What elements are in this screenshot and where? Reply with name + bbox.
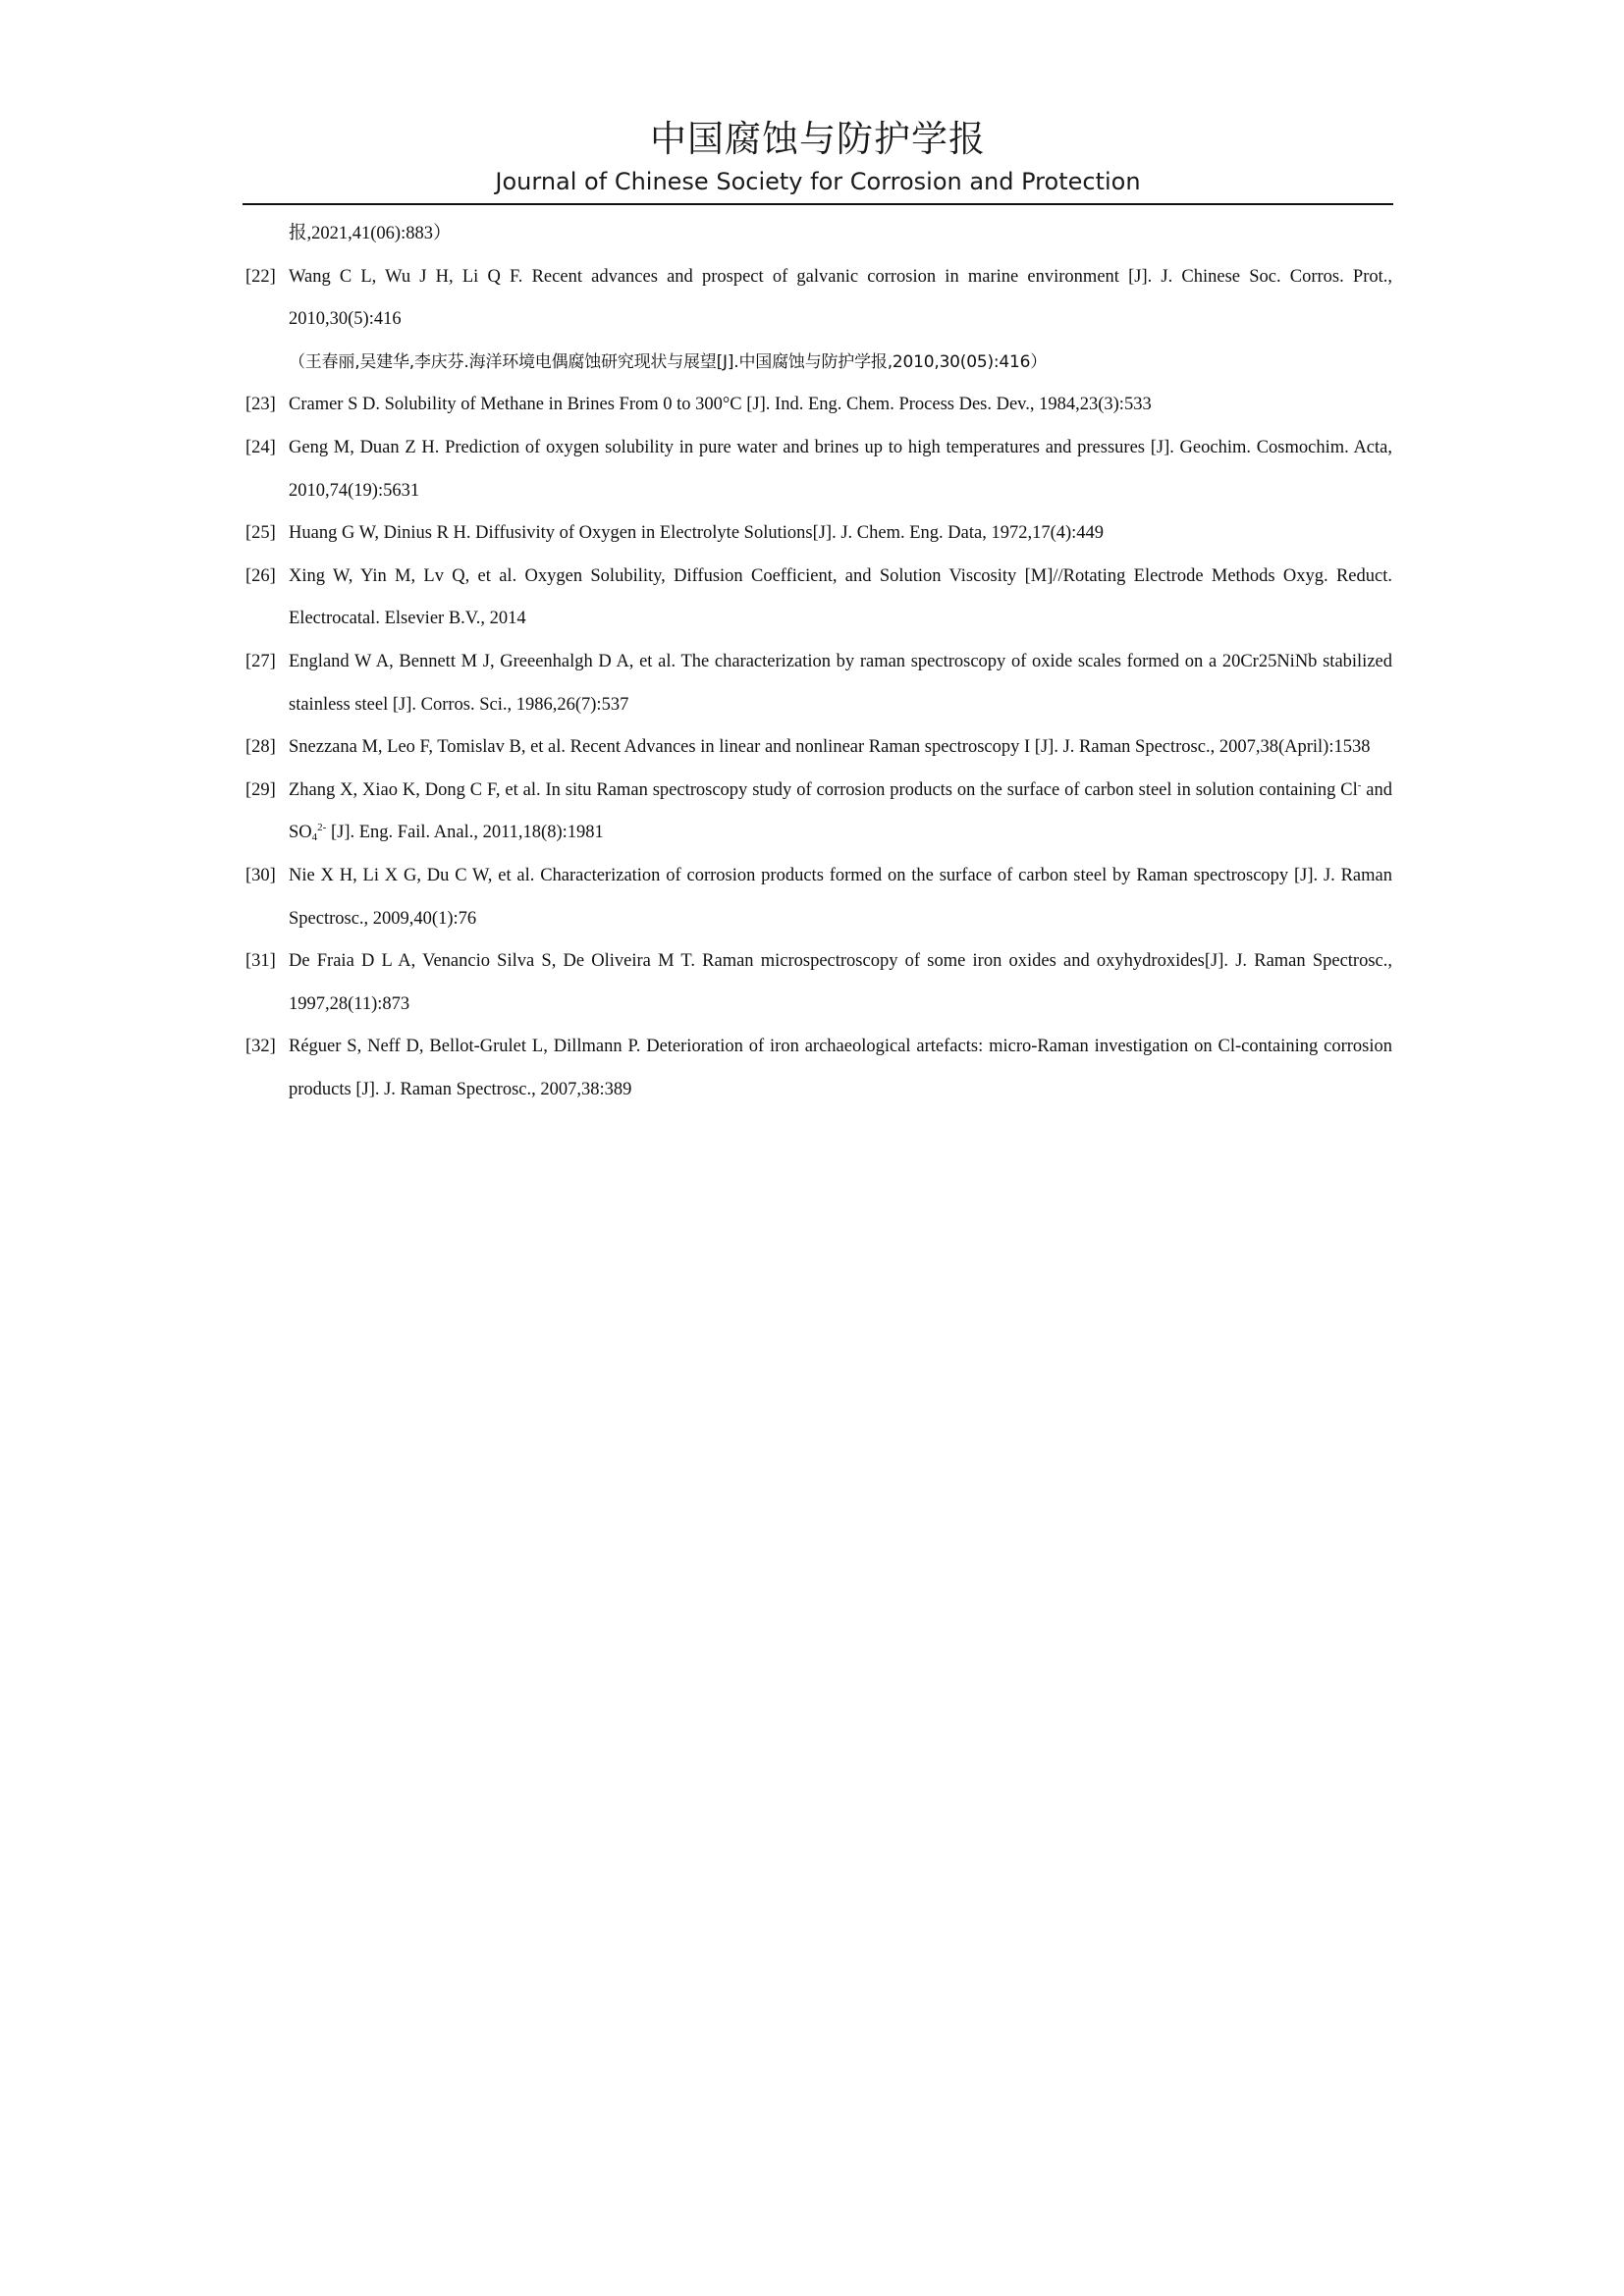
reference-text-part-b: and SO bbox=[289, 779, 1393, 843]
sulfate-subscript: 4 bbox=[311, 831, 318, 844]
reference-number: [30] bbox=[245, 865, 276, 885]
header-rule bbox=[243, 203, 1393, 205]
reference-text: Snezzana M, Leo F, Tomislav B, et al. Recent Advances in linear and nonlinear Raman spectroscopy I [J]. J. Raman Spectrosc., 2007,38(April):1538 bbox=[289, 737, 1371, 758]
reference-text-part-c: [J]. Eng. Fail. Anal., 2011,18(8):1981 bbox=[326, 823, 604, 843]
reference-text: Huang G W, Dinius R H. Diffusivity of Oxygen in Electrolyte Solutions[J]. J. Chem. Eng. Data, 1972,17(4):449 bbox=[289, 523, 1105, 544]
reference-32 bbox=[245, 1026, 1392, 1111]
page-header bbox=[243, 116, 1393, 198]
reference-number: [29] bbox=[245, 779, 276, 800]
reference-25 bbox=[245, 512, 1392, 556]
journal-title-chinese: 中国腐蚀与防护学报 bbox=[650, 118, 986, 160]
reference-27 bbox=[245, 641, 1392, 726]
reference-number: [28] bbox=[245, 737, 276, 758]
reference-23 bbox=[245, 384, 1392, 427]
reference-30 bbox=[245, 855, 1392, 940]
reference-29 bbox=[245, 770, 1392, 855]
reference-31 bbox=[245, 940, 1392, 1026]
reference-text-part-a: Zhang X, Xiao K, Dong C F, et al. In situ Raman spectroscopy study of corrosion products on the surface of carbon steel in solution containing Cl bbox=[289, 779, 1358, 800]
reference-number: [32] bbox=[245, 1037, 276, 1057]
reference-text: Geng M, Duan Z H. Prediction of oxygen solubility in pure water and brines up to high temperatures and pressures [J]. Geochim. Cosmochim. Acta, 2010,74(19):5631 bbox=[289, 437, 1392, 501]
chloride-charge-superscript: - bbox=[1357, 778, 1362, 791]
reference-number: [31] bbox=[245, 951, 276, 972]
reference-text: Réguer S, Neff D, Bellot-Grulet L, Dillmann P. Deterioration of iron archaeological artefacts: micro-Raman investigation on Cl-containing corrosion products [J]. J. Raman Spectrosc., 2007,38:389 bbox=[289, 1037, 1392, 1099]
reference-number: [24] bbox=[245, 437, 276, 457]
reference-text: De Fraia D L A, Venancio Silva S, De Oliveira M T. Raman microspectroscopy of some iron oxides and oxyhydroxides[J]. J. Raman Spectrosc., 1997,28(11):873 bbox=[289, 951, 1392, 1014]
reference-21-continuation bbox=[245, 213, 1392, 256]
reference-22 bbox=[245, 256, 1392, 342]
reference-28 bbox=[245, 726, 1392, 770]
reference-text: England W A, Bennett M J, Greeenhalgh D A, et al. The characterization by raman spectroscopy of oxide scales formed on a 20Cr25NiNb stabilized stainless steel [J]. Corros. Sci., 1986,26(7):537 bbox=[289, 651, 1392, 715]
reference-text: Nie X H, Li X G, Du C W, et al. Characterization of corrosion products formed on the surface of carbon steel by Raman spectroscopy [J]. J. Raman Spectrosc., 2009,40(1):76 bbox=[289, 865, 1392, 929]
journal-title-english: Journal of Chinese Society for Corrosion and Protection bbox=[495, 168, 1141, 195]
reference-26 bbox=[245, 556, 1392, 641]
reference-number: [23] bbox=[245, 395, 276, 415]
reference-24 bbox=[245, 427, 1392, 512]
reference-number: [26] bbox=[245, 565, 276, 586]
reference-21-tail-text: 报,2021,41(06):883） bbox=[289, 224, 452, 243]
reference-text: Cramer S D. Solubility of Methane in Brines From 0 to 300°C [J]. Ind. Eng. Chem. Process Des. Dev., 1984,23(3):533 bbox=[289, 395, 1152, 415]
reference-text: Wang C L, Wu J H, Li Q F. Recent advances and prospect of galvanic corrosion in marine environment [J]. J. Chinese Soc. Corros. Prot., 2010,30(5):416 bbox=[289, 266, 1392, 330]
reference-22-chinese bbox=[245, 342, 1392, 385]
reference-list bbox=[245, 213, 1392, 1111]
reference-number: [25] bbox=[245, 523, 276, 544]
reference-number: [22] bbox=[245, 266, 276, 287]
sulfate-charge-superscript: 2- bbox=[317, 822, 327, 834]
reference-text: Xing W, Yin M, Lv Q, et al. Oxygen Solubility, Diffusion Coefficient, and Solution Viscosity [M]//Rotating Electrode Methods Oxyg. Reduct. Electrocatal. Elsevier B.V., 2014 bbox=[289, 565, 1392, 629]
reference-number: [27] bbox=[245, 651, 276, 671]
reference-chinese-text: （王春丽,吴建华,李庆芬.海洋环境电偶腐蚀研究现状与展望[J].中国腐蚀与防护学报,2010,30(05):416） bbox=[289, 351, 1048, 372]
